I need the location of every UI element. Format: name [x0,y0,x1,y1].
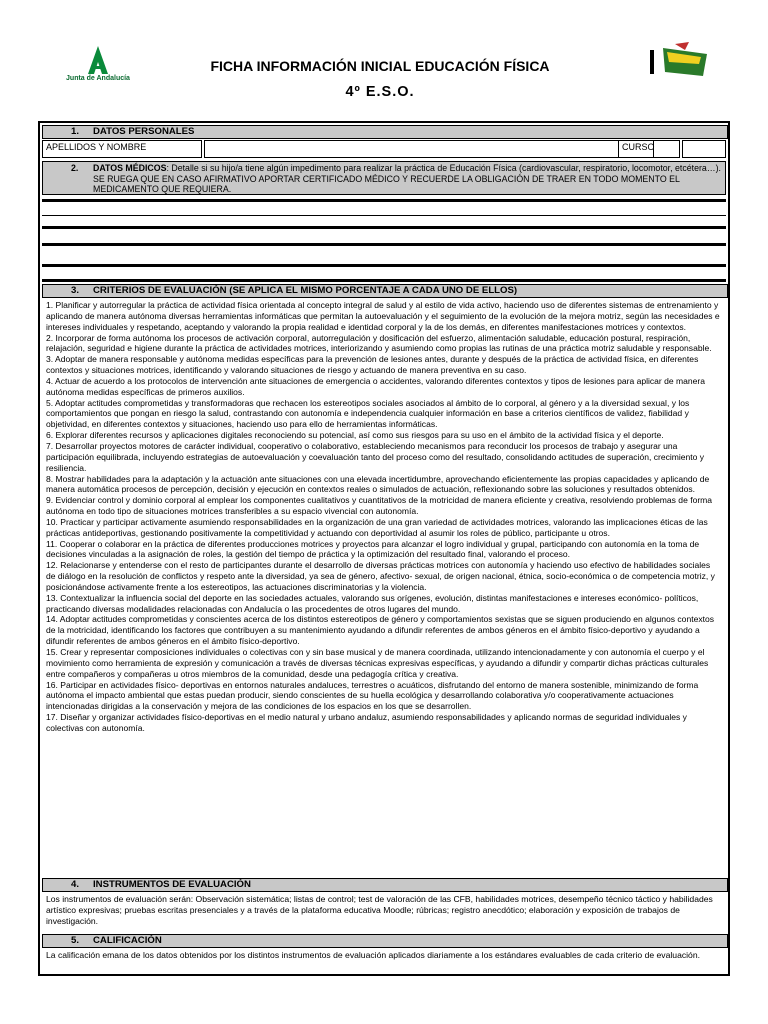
criterion-item: 4. Actuar de acuerdo a los protocolos de intervención ante situaciones de emergencia o accidentes, valorando diferentes contextos y tipos de lesiones para aplicar de manera autónoma medidas específicas de primeros auxilios. [46,375,705,397]
medical-blank-line[interactable] [42,238,726,246]
criteria-list [42,300,726,873]
criterion-item: 16. Participar en actividades físico- deportivas en entornos naturales andaluces, terrestres o acuáticos, disfrutando del entorno de manera sostenible, minimizando de forma autónoma el impacto ambiental que estas puedan producir, siendo conscientes de su huella ecológica y desarrollando colaborativa y/o cooperativamente actuaciones intencionadas dirigidas a la conservación y mejora de las condiciones de los espacios en los que se desarrollen. [46,679,699,712]
junta-andalucia-logo [58,44,138,90]
section-label: DATOS MÉDICOS [93,163,167,173]
course-field[interactable] [682,140,726,158]
section-number: 2. [71,163,79,173]
criterion-item: 9. Evidenciar control y dominio corporal al emplear los componentes cualitativos y cuantitativos de la motricidad de manera eficiente y creativa, resolviendo problemas de forma autónoma en todo tipo de situaciones motrices transferibles a su espacio vivencial con autonomía. [46,495,713,517]
name-label: APELLIDOS Y NOMBRE [42,140,202,158]
section-number: 5. [71,935,80,946]
section-label: CRITERIOS DE EVALUACIÓN (SE APLICA EL MISMO PORCENTAJE A CADA UNO DE ELLOS) [93,285,518,296]
divider-line [42,274,726,282]
section-label: DATOS PERSONALES [93,126,195,137]
criterion-item: 14. Adoptar actitudes comprometidas y conscientes acerca de los distintos estereotipos de género y comportamientos sexistas que se siguen produciendo en algunos contextos de la motricidad, identificando los factores que contribuyen a su mantenimiento ayudando a difundir referentes de ambos géneros en el ámbito físico-deportivo y ayudando a difundir referentes de ambos géneros en el ámbito físico-deportivo. [46,614,714,647]
section-header-instrumentos [42,878,728,892]
section-number: 4. [71,879,80,890]
criterion-item: 5. Adoptar actitudes comprometidas y transformadoras que rechacen los estereotipos sociales asociados al ámbito de lo corporal, al género y a la diversidad sexual, y los comportamientos que pongan en riesgo la salud, contrastando con autonomía e independencia cualquier información en base a criterios científicos de validez, fiabilidad y objetividad, en diferentes contextos y situaciones, haciendo uso para ello de herramientas informáticas. [46,397,690,430]
medical-blank-line[interactable] [42,259,726,267]
divider-line [42,197,726,202]
section-medical [42,161,726,195]
criterion-item: 13. Contextualizar la influencia social del deporte en las sociedades actuales, valorando sus orígenes, evolución, distintas manifestaciones e intereses económico- políticos, practicando diversas modalidades relacionadas con Andalucía o las procedentes de otros lugares del mundo. [46,592,699,614]
name-field[interactable] [204,140,654,158]
ies-logo [645,40,717,82]
section-header-datos-personales [42,125,728,139]
medical-blank-line[interactable] [42,215,726,229]
course-label: CURSO [618,140,680,158]
ies-emblem-icon [645,40,717,82]
section-number: 3. [71,285,80,296]
criterion-item: 11. Cooperar o colaborar en la práctica de diferentes producciones motrices y proyectos para alcanzar el logro individual y grupal, participando con autonomía en la toma de decisiones vinculadas a la asignación de roles, la gestión del tiempo de práctica y la optimización del resultado final, valorando el proceso. [46,538,700,560]
section-header-calificacion [42,934,728,948]
section-header-criterios [42,284,728,298]
section-number: 1. [71,126,80,137]
section-label: INSTRUMENTOS DE EVALUACIÓN [93,879,251,890]
medical-text: : Detalle si su hijo/a tiene algún impedimento para realizar la práctica de Educación Física (cardiovascular, respiratorio, locomotor, etcétera…). SE RUEGA QUE EN CASO AFIRMATIVO APORTAR CERTIFICADO MÉDICO Y RECUERDE LA OBLIGACIÓN DE TRAER EN TODO MOMENTO EL MEDICAMENTO QUE REQUIERA. [93,163,721,195]
criterion-item: 1. Planificar y autorregular la práctica de actividad física orientada al concepto integral de salud y al estilo de vida activo, haciendo uso de diferentes sistemas de entrenamiento y aplicando de manera autónoma diversas herramientas informáticas que permitan la autoevaluación y el seguimiento de la evolución de la mejora motriz, según las necesidades e intereses individuales y respetando, aceptando y valorando la propia realidad e identidad corporal y la de los demás, en diferentes manifestaciones motrices y contextos. [46,300,720,332]
page-subtitle: 4º E.S.O. [345,84,415,100]
criterion-item: 2. Incorporar de forma autónoma los procesos de activación corporal, autorregulación y dosificación del esfuerzo, alimentación saludable, educación postural, respiración, relajación, seguridad e higiene durante la práctica de actividades motrices, interiorizando y asumiendo como propias las rutinas de una práctica motriz saludable y responsable. [46,332,712,354]
grading-text: La calificación emana de los datos obtenidos por los distintos instrumentos de evaluación aplicados diariamente a los estándares evaluables de cada criterio de evaluación. [46,950,700,960]
criterion-item: 6. Explorar diferentes recursos y aplicaciones digitales reconociendo su potencial, así como sus riesgos para su uso en el ámbito de la actividad física y el deporte. [46,430,664,441]
logo-left-text: Junta de Andalucía [66,75,130,82]
andalucia-emblem-icon [58,44,138,90]
criterion-item: 17. Diseñar y organizar actividades físico-deportivas en el medio natural y urbano andaluz, asumiendo responsabilidades y aplicando normas de seguridad individuales y colectivas con autonomía. [46,712,687,733]
criterion-item: 7. Desarrollar proyectos motores de carácter individual, cooperativo o colaborativo, estableciendo mecanismos para reconducir los procesos de trabajo y asegurar una participación equilibrada, incluyendo estrategias de autoevaluación y coevaluación tanto del proceso como del resultado, consolidando actitudes de superación, crecimiento y resiliencia. [46,440,705,473]
instruments-text: Los instrumentos de evaluación serán: Observación sistemática; listas de control; test de valoración de las CFB, habilidades motrices, desempeño técnico táctico y habilidades artístico expresivas; pruebas escritas presenciales y a través de la plataforma educativa Moodle; rúbricas; registro anecdótico; elaboración y exposición de trabajos de investigación. [46,894,713,926]
section-label: CALIFICACIÓN [93,935,162,946]
criterion-item: 10. Practicar y participar activamente asumiendo responsabilidades en la organización de una gran variedad de actividades motrices, valorando las implicaciones éticas de las prácticas antideportivas, gestionando positivamente la competitividad y actuando con deportividad al asumir los roles de público, participante u otros. [46,516,708,538]
criterion-item: 15. Crear y representar composiciones individuales o colectivas con y sin base musical y de manera coordinada, utilizando intencionadamente y con autonomía el cuerpo y el movimiento como herramienta de expresión y comunicación a través de diversas técnicas expresivas específicas, y ayudando a difundir y compartir dichas prácticas culturales entre compañeros y compañeras u otros miembros de la comunidad, desde una pedagogía crítica y creativa. [46,647,709,679]
criterion-item: 8. Mostrar habilidades para la adaptación y la actuación ante situaciones con una elevada incertidumbre, aprovechando eficientemente las propias capacidades y aplicando de manera automática procesos de percepción, decisión y ejecución en contextos reales o simulados de actuación, reflexionando sobre las soluciones y resultados obtenidos. [46,473,710,495]
criterion-item: 12. Relacionarse y entenderse con el resto de participantes durante el desarrollo de diversas prácticas motrices con autonomía y haciendo uso efectivo de habilidades sociales de diálogo en la resolución de conflictos y respeto ante la diversidad, ya sea de género, afectivo- sexual, de origen nacional, étnica, socio-económica o de competencia motriz, y posicionándose activamente frente a los estereotipos, las actuaciones discriminatorias y la violencia. [46,560,715,592]
personal-data-row [42,140,726,158]
page-title: FICHA INFORMACIÓN INICIAL EDUCACIÓN FÍSICA [210,58,550,74]
criterion-item: 3. Adoptar de manera responsable y autónoma medidas específicas para la prevención de lesiones antes, durante y después de la práctica de actividad física, en diferentes contextos y situaciones motrices, identificando y valorando situaciones de riesgo y actuando de manera preventiva en su caso. [46,354,699,376]
